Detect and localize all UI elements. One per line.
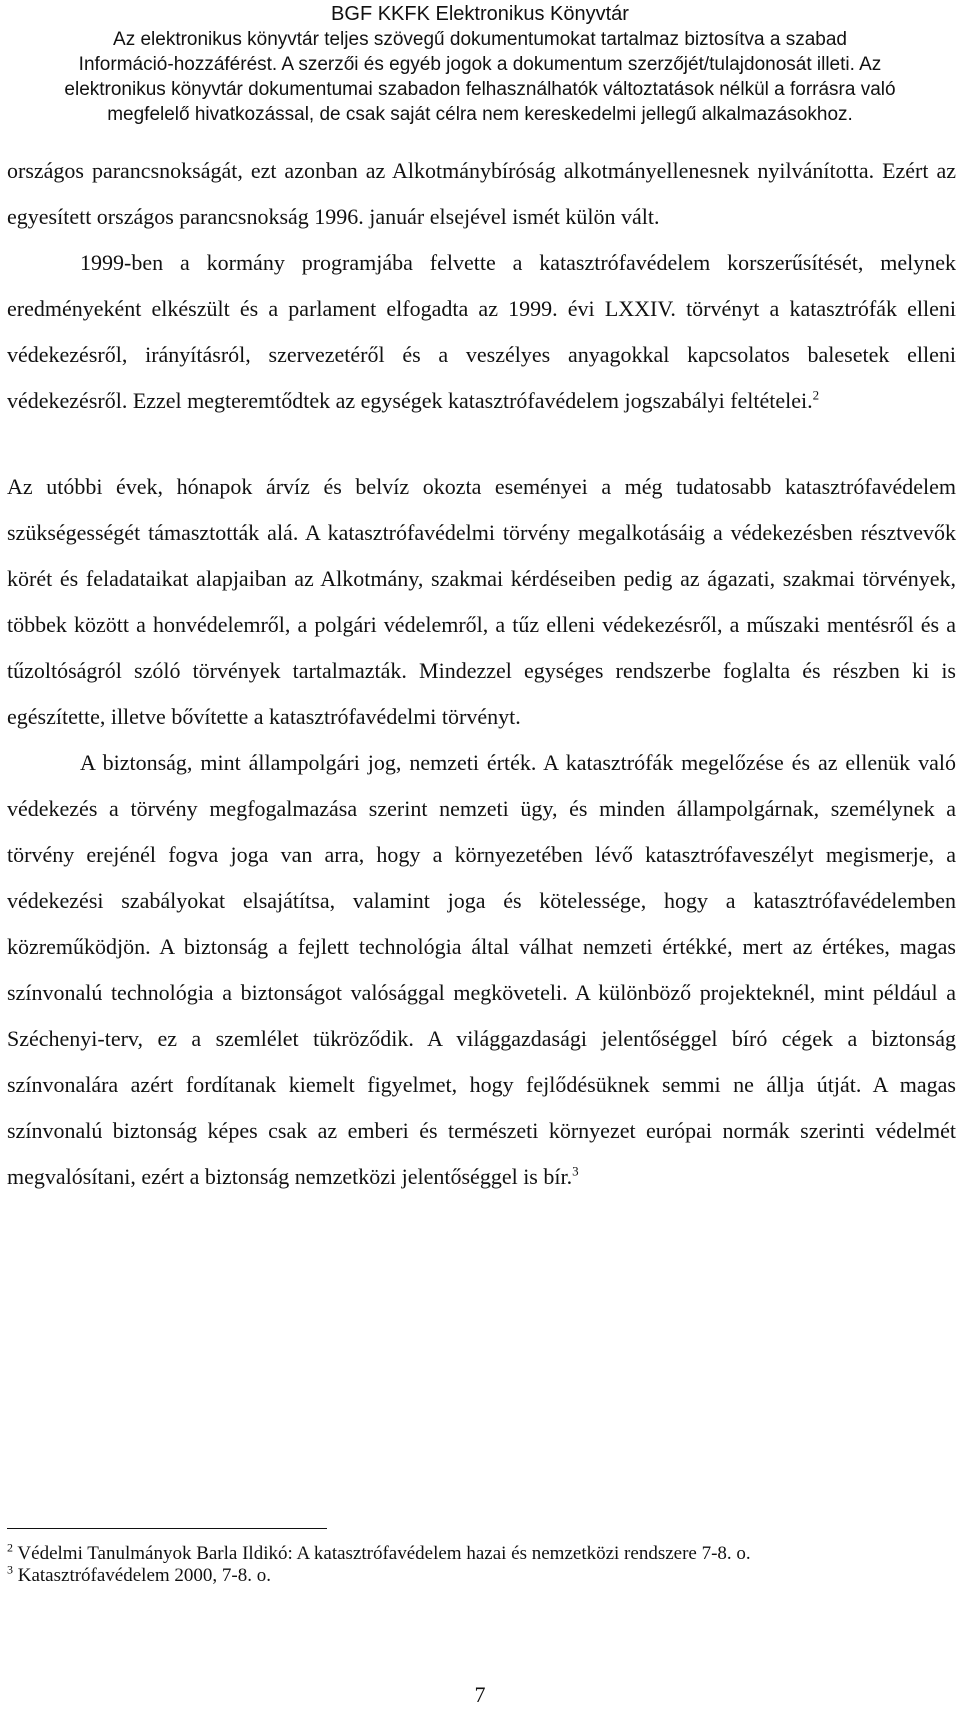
paragraph-text: Az utóbbi évek, hónapok árvíz és belvíz okozta eseményei a még tudatosabb katasztrófavédelem szükségességét támasztották alá. A katasztrófavédelmi törvény megalkotásáig a védekezésben résztvevők körét és feladataikat alapjaiban az Alkotmány, szakmai kérdéseiben pedig az ágazati, szakmai törvények, többek között a honvédelemről, a polgári védelemről, a tűz elleni védekezésről, a műszaki mentésről és a tűzoltóságról szóló törvények tartalmazták. Mindezzel egységes rendszerbe foglalta és részben ki is egészítette, illetve bővítette a katasztrófavédelmi törvényt. <box>7 474 956 729</box>
footnote-ref: 2 <box>812 387 820 403</box>
footnote-divider <box>7 1528 327 1529</box>
footnote <box>7 1540 947 1565</box>
paragraph <box>7 240 956 424</box>
notice-line: megfelelő hivatkozással, de csak saját célra nem kereskedelmi jellegű alkalmazásokhoz. <box>107 104 853 125</box>
notice-line: Információ-hozzáférést. A szerzői és egyéb jogok a dokumentum szerzőjét/tulajdonosát illeti. Az <box>78 54 882 75</box>
page-number: 7 <box>474 1682 486 1707</box>
library-notice-header <box>0 2 960 127</box>
footnote-number: 2 <box>7 1540 13 1555</box>
paragraph <box>7 740 956 1200</box>
footnote-text: Katasztrófavédelem 2000, 7-8. o. <box>17 1565 271 1586</box>
document-body <box>7 148 956 1200</box>
footnote-number: 3 <box>7 1562 13 1577</box>
paragraph <box>7 464 956 740</box>
footnote <box>7 1562 947 1587</box>
paragraph <box>7 148 956 240</box>
paragraph-text: A biztonság, mint állampolgári jog, nemzeti érték. A katasztrófák megelőzése és az ellenük való védekezés a törvény megfogalmazása szerint nemzeti ügy, és minden állampolgárnak, személynek a törvény erejénél fogva joga van arra, hogy a környezetében lévő katasztrófaveszélyt megismerje, a védekezési szabályokat elsajátítsa, valamint joga és kötelessége, hogy a katasztrófavédelemben közreműködjön. A biztonság a fejlett technológia által válhat nemzeti értékké, mert az értékes, magas színvonalú technológia a biztonságot valósággal megköveteli. A különböző projekteknél, mint például a Széchenyi-terv, ez a szemlélet tükröződik. A világgazdasági jelentőséggel bíró cégek a biztonság színvonalára azért fordítanak kiemelt figyelmet, hogy fejlődésüknek semmi ne állja útját. A magas színvonalú biztonság képes csak az emberi és természeti környezet európai normák szerinti védelmét megvalósítani, ezért a biztonság nemzetközi jelentőséggel is bír. <box>7 750 956 1189</box>
footnote-ref: 3 <box>572 1163 579 1179</box>
footnote-text: Védelmi Tanulmányok Barla Ildikó: A katasztrófavédelem hazai és nemzetközi rendszere 7-8. o. <box>17 1543 751 1564</box>
footnotes <box>7 1540 947 1587</box>
paragraph-text: 1999-ben a kormány programjába felvette a katasztrófavédelem korszerűsítését, melynek eredményeként elkészült és a parlament elfogadta az 1999. évi LXXIV. törvényt a katasztrófák elleni védekezésről, irányításról, szervezetéről és a veszélyes anyagokkal kapcsolatos balesetek elleni védekezésről. Ezzel megteremtődtek az egységek katasztrófavédelem jogszabályi feltételei. <box>7 250 956 413</box>
library-name: BGF KKFK Elektronikus Könyvtár <box>331 3 629 25</box>
notice-line: elektronikus könyvtár dokumentumai szabadon felhasználhatók változtatások nélkül a forrásra való <box>64 79 896 100</box>
notice-line: Az elektronikus könyvtár teljes szövegű dokumentumokat tartalmaz biztosítva a szabad <box>113 29 847 50</box>
paragraph-text: országos parancsnokságát, ezt azonban az Alkotmánybíróság alkotmányellenesnek nyilvánította. Ezért az egyesített országos parancsnokság 1996. január elsejével ismét külön vált. <box>7 158 956 229</box>
